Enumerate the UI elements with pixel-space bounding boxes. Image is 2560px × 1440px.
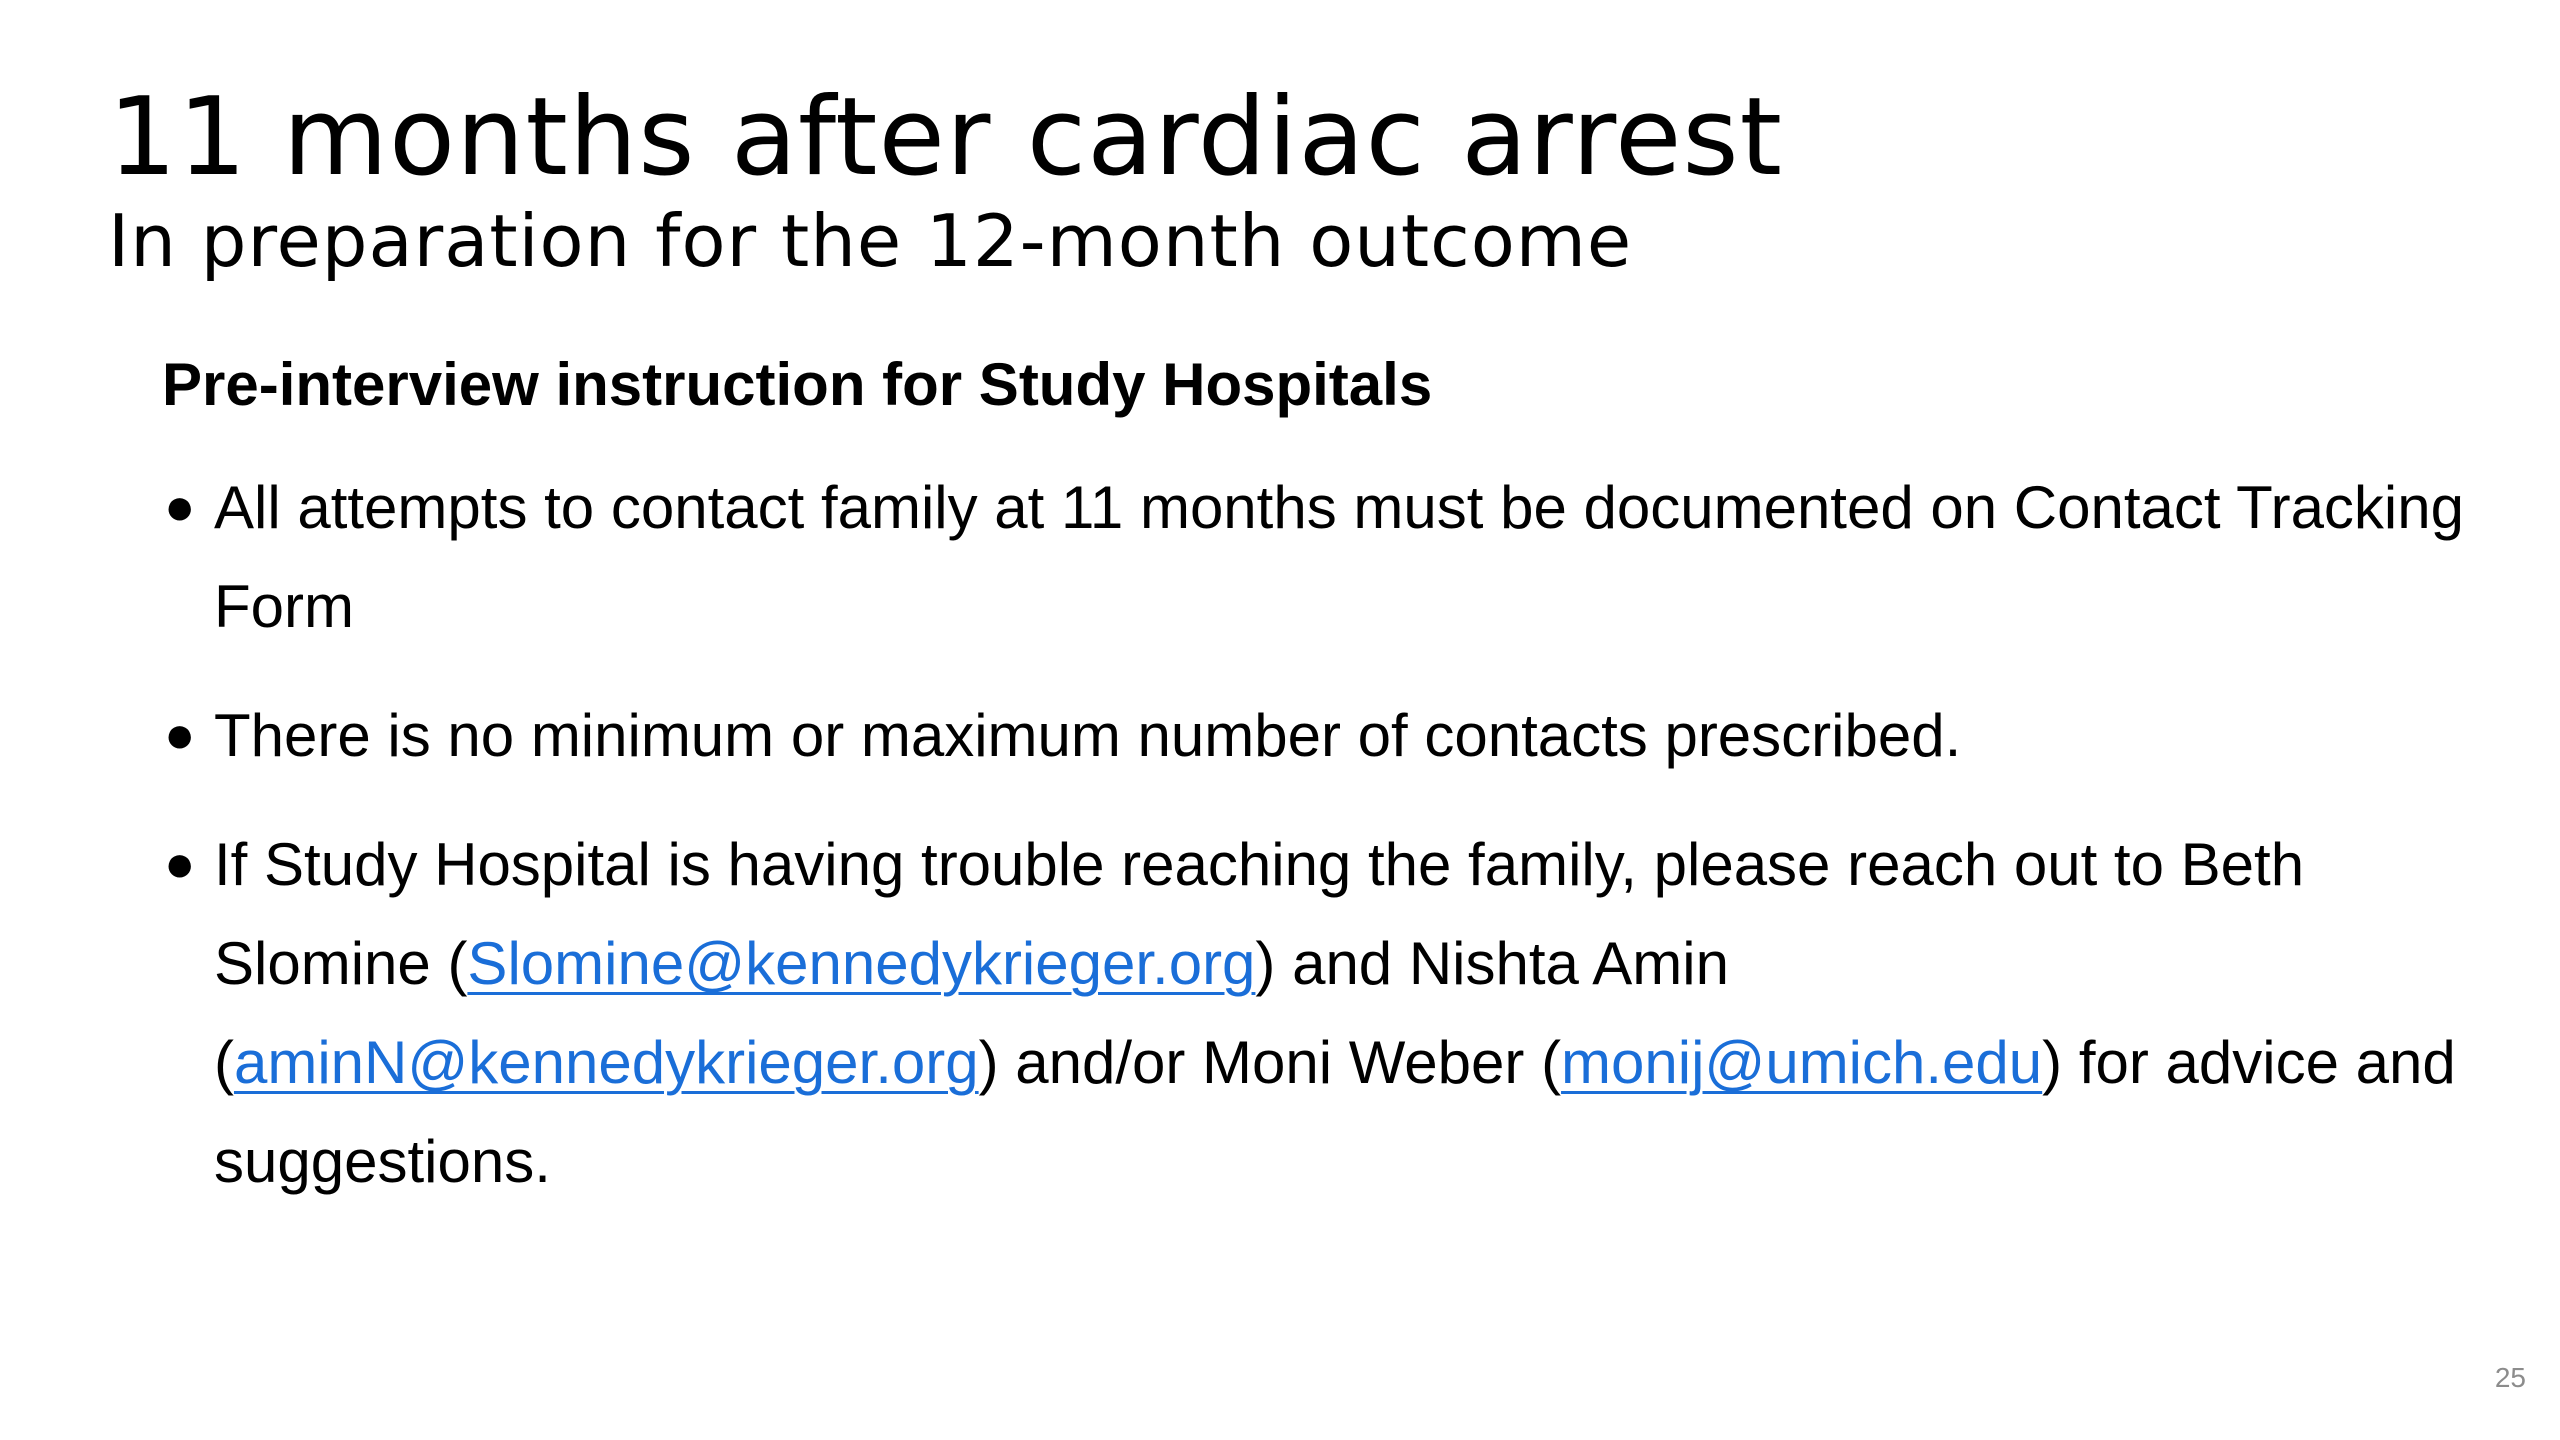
bullet-item-contact-count bbox=[162, 686, 2492, 785]
section-heading: Pre-interview instruction for Study Hospitals bbox=[162, 351, 1433, 418]
bullet-text-part: If Study Hospital is having trouble reaching the family, please reach out to Beth Slomine ( bbox=[214, 831, 2305, 997]
page-number: 25 bbox=[2494, 1362, 2526, 1393]
bullet-dot-icon: ● bbox=[164, 478, 196, 536]
bullet-text-part: ) and Nishta Amin ( bbox=[214, 930, 1729, 1096]
slide-subtitle: In preparation for the 12-month outcome bbox=[108, 199, 1633, 283]
bullet-text: All attempts to contact family at 11 months must be documented on Contact Tracking Form bbox=[214, 474, 2464, 640]
bullet-text: There is no minimum or maximum number of contacts prescribed. bbox=[214, 702, 1962, 769]
email-link-weber[interactable]: monij@umich.edu bbox=[1561, 1029, 2043, 1096]
bullet-text-part: ) for advice and suggestions. bbox=[214, 1029, 2456, 1195]
slide-title: 11 months after cardiac arrest bbox=[108, 75, 1783, 200]
bullet-item-contact-tracking bbox=[162, 458, 2492, 656]
slide-content bbox=[162, 340, 2492, 1241]
email-link-amin[interactable]: aminN@kennedykrieger.org bbox=[233, 1029, 979, 1096]
bullet-dot-icon: ● bbox=[164, 706, 196, 764]
bullet-item-reach-out bbox=[162, 815, 2492, 1211]
bullet-list bbox=[162, 458, 2492, 1211]
bullet-dot-icon: ● bbox=[164, 835, 196, 893]
bullet-text-part: ) and/or Moni Weber ( bbox=[978, 1029, 1562, 1096]
email-link-slomine[interactable]: Slomine@kennedykrieger.org bbox=[467, 930, 1256, 997]
